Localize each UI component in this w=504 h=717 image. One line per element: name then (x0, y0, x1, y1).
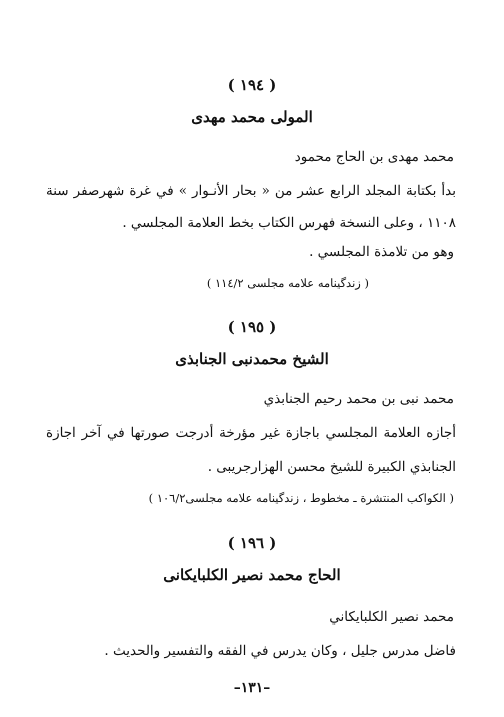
entry-196-body-line-1: فاضل مدرس جليل ، وكان يدرس في الفقه والتفسير والحديث . (104, 643, 456, 659)
entry-195-body-line-2: الجنابذي الكبيرة للشيخ محسن الهزارجريبى . (207, 459, 456, 475)
entry-196-title: الحاج محمد نصير الكلبايكانى (163, 566, 341, 584)
entry-194-title: المولى محمد مهدى (191, 108, 313, 126)
entry-195-body-line-1: أجازه العلامة المجلسي باجازة غير مؤرخة أدرجت صورتها في آخر اجازة (46, 425, 456, 441)
entry-194-number: ( ١٩٤ ) (227, 76, 277, 94)
entry-196-number: ( ١٩٦ ) (227, 534, 277, 552)
entry-195-number: ( ١٩٥ ) (227, 318, 277, 336)
entry-194-body-line-3: وهو من تلامذة المجلسي . (309, 244, 454, 260)
entry-194-body-line-1: بدأ بكتابة المجلد الرابع عشر من « بحار الأنـوار » في غرة شهرصفر سنة (46, 183, 456, 199)
entry-195-name-line: محمد نبى بن محمد رحيم الجنابذي (263, 391, 454, 407)
entry-194-source: ( زندگينامه علامه مجلسى ١١٤/٢ ) (206, 276, 369, 290)
entry-194-body-line-2: ١١٠٨ ، وعلى النسخة فهرس الكتاب بخط العلامة المجلسي . (122, 215, 456, 231)
entry-196-name-line: محمد نصير الكلبايكاني (329, 609, 454, 625)
entry-194-name-line: محمد مهدى بن الحاج محمود (294, 149, 454, 165)
page-number: –١٣١– (233, 680, 271, 696)
entry-195-title: الشيخ محمدنبى الجنابذى (175, 350, 329, 368)
entry-195-source: ( الكواكب المنتشرة ـ مخطوط ، زندگينامه علامه مجلسى١٠٦/٢ ) (148, 491, 454, 505)
